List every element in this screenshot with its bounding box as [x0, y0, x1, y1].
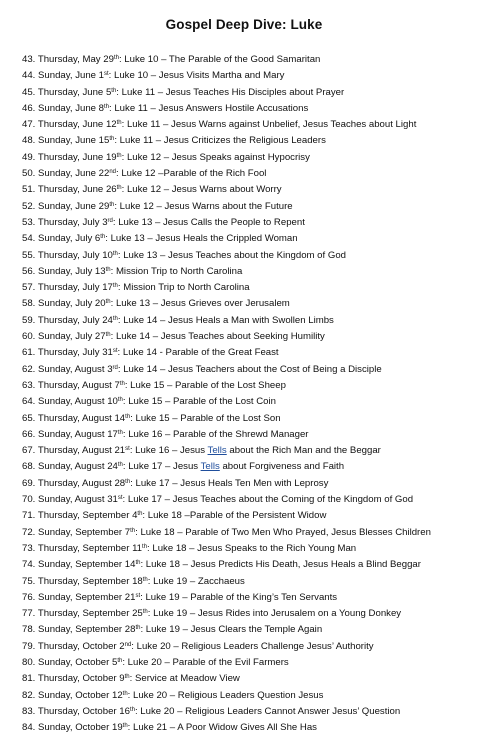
entry-day: Sunday, — [38, 331, 73, 343]
entry-number: 56. — [22, 265, 36, 277]
entry-date: October 5 — [75, 656, 118, 668]
entry-date: July 24 — [82, 314, 113, 326]
list-item — [22, 590, 484, 606]
entry-text-prefix: : Luke 16 – Jesus — [129, 445, 208, 457]
entry-number: 49. — [22, 151, 36, 163]
entry-date-suffix: st — [104, 71, 109, 78]
list-item — [22, 688, 484, 704]
entry-day: Sunday, — [38, 494, 73, 506]
entry-number: 73. — [22, 542, 36, 554]
entry-text: : Luke 12 –Parable of the Rich Fool — [116, 168, 267, 180]
list-item — [22, 166, 484, 182]
entry-number: 78. — [22, 624, 36, 636]
entry-date-suffix: th — [104, 103, 110, 110]
entry-date: June 26 — [82, 184, 117, 196]
entry-number: 71. — [22, 510, 36, 522]
list-item — [22, 541, 484, 557]
entry-number: 44. — [22, 70, 36, 82]
entry-date: September 4 — [82, 510, 138, 522]
entry-date-suffix: st — [112, 348, 118, 355]
entry-date-suffix: rd — [112, 364, 118, 371]
entry-number: 69. — [22, 477, 36, 489]
entry-number: 67. — [22, 445, 36, 457]
list-item — [22, 280, 484, 296]
entry-day: Sunday, — [38, 428, 73, 440]
entry-number: 79. — [22, 640, 36, 652]
entry-number: 53. — [22, 216, 36, 228]
entry-date: July 27 — [75, 331, 106, 343]
entry-date: June 19 — [82, 151, 117, 163]
entry-number: 60. — [22, 331, 36, 343]
entry-day: Thursday, — [37, 86, 80, 98]
entry-date: August 14 — [81, 412, 126, 424]
entry-text: : Luke 14 – Jesus Heals a Man with Swollen Limbs — [117, 314, 334, 326]
entry-text: : Luke 20 – Religious Leaders Cannot Answer Jesus’ Question — [134, 705, 401, 717]
entry-text: : Luke 16 – Parable of the Shrewd Manager — [122, 428, 309, 440]
entry-text: : Luke 18 – Jesus Speaks to the Rich Young Man — [147, 542, 357, 554]
entry-text: : Luke 15 – Parable of the Lost Sheep — [124, 379, 286, 391]
entry-day: Thursday, — [37, 673, 80, 685]
entry-date-suffix: th — [112, 250, 118, 257]
entry-day: Sunday, — [38, 363, 73, 375]
entry-number: 70. — [22, 494, 36, 506]
entry-date-suffix: th — [142, 543, 148, 550]
entry-date: September 11 — [82, 542, 143, 554]
entry-number: 61. — [22, 347, 36, 359]
entry-text: : Luke 14 – Jesus Teaches about Seeking Humility — [110, 331, 325, 343]
entry-day: Sunday, — [38, 265, 73, 277]
list-item — [22, 606, 484, 622]
entry-date-suffix: th — [117, 397, 123, 404]
entry-date: September 14 — [75, 559, 136, 571]
entry-date: July 3 — [82, 216, 108, 228]
entry-date: June 29 — [75, 200, 110, 212]
entry-number: 77. — [22, 608, 36, 620]
entry-number: 72. — [22, 526, 36, 538]
entry-date: September 7 — [75, 526, 131, 538]
list-item — [22, 378, 484, 394]
entry-date: July 13 — [75, 265, 106, 277]
entry-number: 66. — [22, 428, 36, 440]
list-item — [22, 296, 484, 312]
entry-date-suffix: th — [117, 657, 123, 664]
entry-date: August 28 — [81, 477, 126, 489]
entry-text-prefix: : Luke 17 – Jesus — [122, 461, 201, 473]
entry-text: : Luke 13 – Jesus Teaches about the Kingdom of God — [117, 249, 346, 261]
entry-text: : Mission Trip to North Carolina — [117, 282, 250, 294]
list-item — [22, 476, 484, 492]
entry-number: 45. — [22, 86, 36, 98]
entry-number: 50. — [22, 168, 36, 180]
entry-day: Thursday, — [37, 575, 80, 587]
entry-number: 57. — [22, 282, 36, 294]
entry-date: July 17 — [82, 282, 113, 294]
entry-day: Sunday, — [38, 461, 73, 473]
list-item — [22, 101, 484, 117]
entry-date-suffix: th — [124, 674, 130, 681]
entry-day: Sunday, — [38, 298, 73, 310]
list-item — [22, 345, 484, 361]
entry-date: August 21 — [81, 445, 126, 457]
entry-day: Sunday, — [38, 722, 73, 734]
entry-day: Thursday, — [37, 705, 80, 717]
entry-day: Sunday, — [38, 689, 73, 701]
entry-date: September 21 — [75, 591, 136, 603]
list-item — [22, 492, 484, 508]
entry-text: : Luke 19 – Zacchaeus — [147, 575, 245, 587]
entry-number: 46. — [22, 102, 36, 114]
entry-text: : Luke 21 – A Poor Widow Gives All She Has — [127, 722, 317, 734]
entry-text: : Luke 11 – Jesus Teaches His Disciples about Prayer — [116, 86, 345, 98]
entry-date-suffix: th — [135, 560, 141, 567]
entry-day: Sunday, — [38, 396, 73, 408]
entry-text: : Luke 20 – Religious Leaders Question Jesus — [127, 689, 324, 701]
entry-day: Sunday, — [38, 102, 73, 114]
entry-date-suffix: th — [111, 87, 117, 94]
entry-date-suffix: th — [105, 332, 111, 339]
entry-day: Sunday, — [38, 135, 73, 147]
list-item — [22, 574, 484, 590]
entry-number: 48. — [22, 135, 36, 147]
entry-date-suffix: st — [135, 592, 141, 599]
entry-number: 83. — [22, 705, 36, 717]
entry-day: Sunday, — [38, 168, 73, 180]
entry-date-suffix: th — [130, 527, 136, 534]
list-item — [22, 133, 484, 149]
document-title: Gospel Deep Dive: Luke — [165, 17, 323, 32]
entry-date-suffix: th — [117, 429, 123, 436]
entry-number: 51. — [22, 184, 36, 196]
entry-number: 47. — [22, 119, 36, 131]
entry-number: 52. — [22, 200, 36, 212]
entry-number: 82. — [22, 689, 36, 701]
entry-link[interactable]: Tells — [207, 445, 227, 457]
entry-text: : Service at Meadow View — [129, 673, 240, 685]
entry-day: Thursday, — [37, 542, 80, 554]
entry-text: : Luke 19 – Jesus Clears the Temple Again — [140, 624, 323, 636]
entry-date: July 31 — [82, 347, 113, 359]
entry-date: June 15 — [75, 135, 110, 147]
entry-text: : Luke 11 – Jesus Answers Hostile Accusations — [109, 102, 309, 114]
list-item — [22, 411, 484, 427]
entry-text: : Luke 19 – Parable of the King’s Ten Servants — [140, 591, 338, 603]
entry-link[interactable]: Tells — [200, 461, 220, 473]
entry-date-suffix: rd — [107, 217, 113, 224]
entry-number: 65. — [22, 412, 36, 424]
entry-date: July 6 — [75, 233, 101, 245]
entry-date-suffix: th — [100, 234, 106, 241]
entry-date-suffix: nd — [124, 641, 132, 648]
entry-date-suffix: th — [109, 136, 115, 143]
entry-date-suffix: th — [122, 723, 128, 730]
list-item — [22, 508, 484, 524]
entry-day: Thursday, — [37, 608, 80, 620]
entry-text: : Luke 12 – Jesus Speaks against Hypocrisy — [121, 151, 310, 163]
entry-date: August 7 — [81, 379, 120, 391]
entry-date-suffix: th — [105, 299, 111, 306]
list-item — [22, 671, 484, 687]
entry-text: : Luke 14 – Jesus Teachers about the Cost of Being a Disciple — [117, 363, 382, 375]
list-item — [22, 117, 484, 133]
entry-date: October 9 — [82, 673, 125, 685]
list-item — [22, 52, 484, 68]
entry-text: : Luke 20 – Parable of the Evil Farmers — [122, 656, 289, 668]
entry-date: July 20 — [75, 298, 106, 310]
entry-number: 80. — [22, 656, 36, 668]
entry-date-suffix: th — [142, 576, 148, 583]
entry-date: June 12 — [82, 119, 117, 131]
list-item — [22, 215, 484, 231]
entry-day: Thursday, — [37, 314, 80, 326]
list-item — [22, 68, 484, 84]
entry-date-suffix: th — [112, 283, 118, 290]
entry-date-suffix: th — [116, 120, 122, 127]
entry-date: August 17 — [74, 428, 118, 440]
entry-date: October 2 — [82, 640, 125, 652]
entry-date: August 3 — [74, 363, 113, 375]
entry-day: Thursday, — [37, 54, 80, 65]
entry-date: May 29 — [82, 54, 114, 65]
entry-date-suffix: th — [116, 152, 122, 159]
entry-day: Thursday, — [37, 412, 80, 424]
list-item — [22, 362, 484, 378]
entry-text: : Luke 10 – The Parable of the Good Samaritan — [118, 54, 321, 65]
entry-text: : Luke 17 – Jesus Heals Ten Men with Leprosy — [130, 477, 329, 489]
list-item — [22, 231, 484, 247]
list-item — [22, 622, 484, 638]
entry-day: Sunday, — [38, 559, 73, 571]
entry-date: July 10 — [82, 249, 113, 261]
entry-date-suffix: st — [117, 495, 123, 502]
list-item — [22, 150, 484, 166]
entry-day: Thursday, — [37, 445, 80, 457]
entry-date-suffix: th — [109, 201, 115, 208]
entry-text: : Luke 15 – Parable of the Lost Son — [130, 412, 281, 424]
list-item — [22, 443, 484, 459]
entry-day: Thursday, — [37, 184, 80, 196]
entry-date-suffix: th — [137, 511, 143, 518]
list-item — [22, 394, 484, 410]
entry-date-suffix: nd — [109, 169, 117, 176]
entry-number: 74. — [22, 559, 36, 571]
entry-date-suffix: st — [125, 446, 130, 453]
entry-number: 55. — [22, 249, 36, 261]
entry-date: October 16 — [82, 705, 130, 717]
entry-day: Sunday, — [38, 591, 73, 603]
entry-date: June 5 — [82, 86, 112, 98]
entry-text: : Luke 19 – Jesus Rides into Jerusalem on a Young Donkey — [147, 608, 402, 620]
entry-number: 76. — [22, 591, 36, 603]
schedule-list — [22, 52, 484, 736]
entry-text: : Luke 15 – Parable of the Lost Coin — [122, 396, 276, 408]
entry-text: : Luke 17 – Jesus Teaches about the Coming of the Kingdom of God — [122, 494, 414, 506]
list-item — [22, 459, 484, 475]
entry-number: 54. — [22, 233, 36, 245]
entry-text: : Luke 13 – Jesus Grieves over Jerusalem — [110, 298, 290, 310]
entry-text: : Luke 13 – Jesus Calls the People to Repent — [112, 216, 305, 228]
entry-day: Thursday, — [37, 477, 80, 489]
entry-text: : Luke 20 – Religious Leaders Challenge Jesus’ Authority — [131, 640, 374, 652]
entry-date: August 10 — [74, 396, 118, 408]
entry-date: October 19 — [75, 722, 123, 734]
list-item — [22, 199, 484, 215]
entry-date: August 24 — [74, 461, 118, 473]
list-item — [22, 182, 484, 198]
entry-text: : Luke 12 – Jesus Warns about Worry — [121, 184, 282, 196]
list-item — [22, 525, 484, 541]
entry-date-suffix: th — [113, 55, 119, 61]
entry-date-suffix: th — [135, 625, 141, 632]
list-item — [22, 557, 484, 573]
entry-date: September 25 — [82, 608, 143, 620]
list-item — [22, 264, 484, 280]
entry-date-suffix: th — [125, 413, 131, 420]
entry-number: 59. — [22, 314, 36, 326]
entry-day: Sunday, — [38, 70, 73, 82]
entry-day: Thursday, — [37, 347, 80, 359]
entry-date-suffix: th — [112, 315, 118, 322]
entry-day: Sunday, — [38, 526, 73, 538]
list-item — [22, 313, 484, 329]
entry-date: October 12 — [75, 689, 123, 701]
list-item — [22, 85, 484, 101]
entry-day: Thursday, — [37, 640, 80, 652]
list-item — [22, 639, 484, 655]
entry-text: : Luke 18 –Parable of the Persistent Widow — [142, 510, 327, 522]
entry-day: Thursday, — [37, 151, 80, 163]
list-item — [22, 248, 484, 264]
entry-day: Sunday, — [38, 200, 73, 212]
entry-date-suffix: th — [122, 690, 128, 697]
entry-number: 63. — [22, 379, 36, 391]
entry-number: 62. — [22, 363, 36, 375]
entry-day: Thursday, — [37, 282, 80, 294]
entry-number: 43. — [22, 54, 36, 65]
entry-text: : Luke 18 – Jesus Predicts His Death, Jesus Heals a Blind Beggar — [140, 559, 421, 571]
entry-number: 64. — [22, 396, 36, 408]
entry-number: 75. — [22, 575, 36, 587]
entry-date-suffix: th — [117, 462, 123, 469]
entry-number: 84. — [22, 722, 36, 734]
entry-day: Sunday, — [38, 233, 73, 245]
entry-text: : Luke 12 – Jesus Warns about the Future — [114, 200, 293, 212]
list-item — [22, 427, 484, 443]
entry-date: August 31 — [74, 494, 118, 506]
entry-number: 58. — [22, 298, 36, 310]
entry-text: : Luke 18 – Parable of Two Men Who Prayed, Jesus Blesses Children — [135, 526, 431, 538]
entry-date: June 22 — [75, 168, 110, 180]
entry-text: about Forgiveness and Faith — [219, 461, 345, 473]
entry-text: about the Rich Man and the Beggar — [226, 445, 381, 457]
entry-text: : Luke 14 - Parable of the Great Feast — [117, 347, 279, 359]
entry-day: Thursday, — [37, 379, 80, 391]
entry-date: June 1 — [75, 70, 104, 82]
entry-date-suffix: th — [105, 266, 111, 273]
entry-date: September 18 — [82, 575, 143, 587]
entry-day: Thursday, — [37, 249, 80, 261]
entry-text: : Luke 13 – Jesus Heals the Crippled Woman — [105, 233, 298, 245]
entry-date-suffix: th — [116, 185, 122, 192]
list-item — [22, 720, 484, 736]
entry-date-suffix: th — [129, 706, 135, 713]
entry-text: : Luke 11 – Jesus Criticizes the Religious Leaders — [114, 135, 326, 147]
entry-date-suffix: th — [142, 609, 148, 616]
entry-day: Sunday, — [38, 656, 73, 668]
entry-day: Thursday, — [37, 119, 80, 131]
entry-day: Thursday, — [37, 510, 80, 522]
entry-date-suffix: th — [119, 380, 125, 387]
entry-text: : Luke 11 – Jesus Warns against Unbelief, Jesus Teaches about Light — [121, 119, 417, 131]
entry-text: : Luke 10 – Jesus Visits Martha and Mary — [108, 70, 285, 82]
entry-day: Thursday, — [37, 216, 80, 228]
entry-number: 68. — [22, 461, 36, 473]
entry-text: : Mission Trip to North Carolina — [110, 265, 243, 277]
list-item — [22, 329, 484, 345]
entry-date-suffix: th — [125, 478, 131, 485]
entry-date: September 28 — [75, 624, 136, 636]
list-item — [22, 704, 484, 720]
entry-number: 81. — [22, 673, 36, 685]
entry-day: Sunday, — [38, 624, 73, 636]
entry-date: June 8 — [75, 102, 104, 114]
